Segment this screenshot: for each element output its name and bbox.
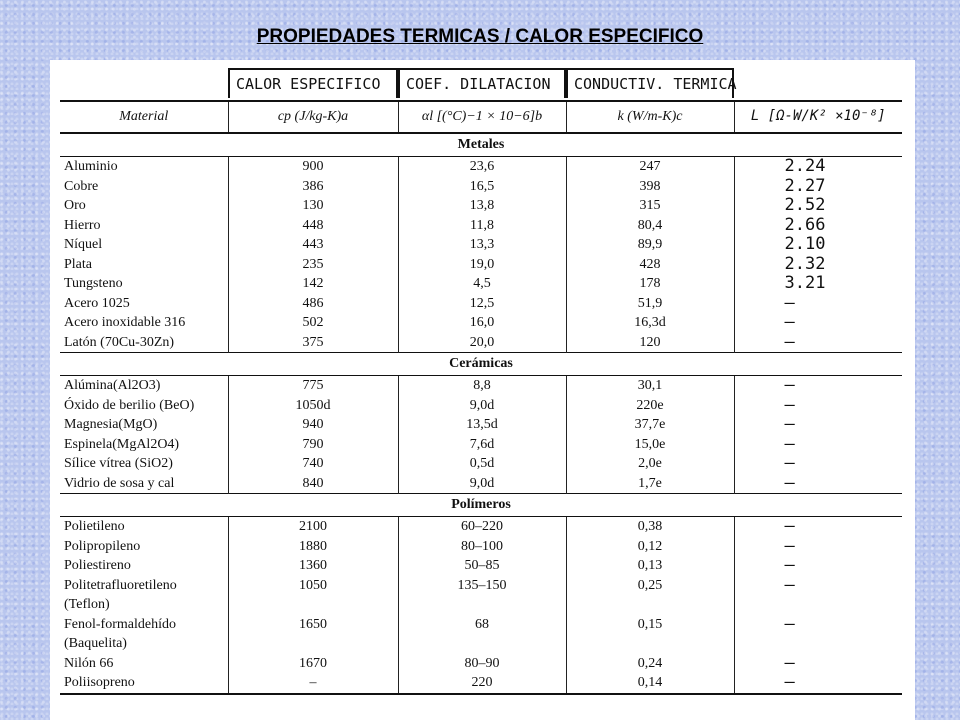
cell-material: Acero inoxidable 316	[64, 315, 186, 330]
cell-material: Níquel	[64, 237, 103, 252]
cell-lorenz: —	[734, 333, 902, 353]
cell-cp: 940	[228, 415, 398, 435]
table-row	[60, 435, 902, 455]
cell-lorenz: 2.27	[734, 177, 902, 197]
cell-alpha: 80–100	[398, 537, 566, 557]
table-row	[60, 255, 902, 275]
cell-alpha: 13,5d	[398, 415, 566, 435]
cell-material: (Baquelita)	[64, 636, 127, 651]
handwritten-header-alpha: COEF. DILATACION	[398, 68, 566, 98]
cell-lorenz: —	[734, 454, 902, 474]
cell-lorenz: —	[734, 654, 902, 674]
col-header-alpha: αl [(°C)−1 × 10−6]b	[398, 101, 566, 133]
cell-k: 398	[566, 177, 734, 197]
cell-material: Polipropileno	[64, 538, 141, 554]
cell-material: Nilón 66	[64, 655, 114, 671]
cell-cp: 1650	[228, 615, 398, 635]
table-row	[60, 634, 902, 654]
cell-cp: 790	[228, 435, 398, 455]
cell-material: Plata	[64, 256, 92, 272]
section-title: Metales	[60, 133, 902, 157]
cell-cp: 502	[228, 313, 398, 333]
cell-material: Cobre	[64, 178, 99, 194]
cell-k: 15,0e	[566, 435, 734, 455]
cell-k: 220e	[566, 396, 734, 416]
cell-lorenz: 2.24	[734, 157, 902, 177]
table-row	[60, 274, 902, 294]
cell-cp: 443	[228, 235, 398, 255]
table-row	[60, 313, 902, 333]
cell-cp: 840	[228, 474, 398, 494]
col-header-lorenz: L [Ω-W/K² ×10⁻⁸]	[734, 101, 902, 133]
handwritten-header-k: CONDUCTIV. TERMICA	[566, 68, 734, 98]
cell-cp: –	[228, 673, 398, 694]
cell-alpha: 12,5	[398, 294, 566, 314]
cell-material: Óxido de berilio (BeO)	[64, 397, 195, 413]
cell-lorenz	[734, 634, 902, 654]
cell-k: 247	[566, 157, 734, 177]
table-row	[60, 576, 902, 596]
cell-alpha: 16,0	[398, 313, 566, 333]
cell-lorenz: —	[734, 615, 902, 635]
cell-lorenz: —	[734, 396, 902, 416]
cell-k: 0,13	[566, 556, 734, 576]
cell-alpha: 13,3	[398, 235, 566, 255]
cell-cp: 1050	[228, 576, 398, 596]
cell-k: 30,1	[566, 376, 734, 396]
cell-k	[566, 634, 734, 654]
table-row	[60, 517, 902, 537]
cell-k: 80,4	[566, 216, 734, 236]
cell-material: Politetrafluoretileno	[64, 577, 177, 593]
cell-k	[566, 595, 734, 615]
cell-alpha: 68	[398, 615, 566, 635]
table-row	[60, 294, 902, 314]
cell-cp: 900	[228, 157, 398, 177]
cell-alpha	[398, 595, 566, 615]
table-row	[60, 376, 902, 396]
cell-material: Acero 1025	[64, 295, 130, 311]
cell-cp: 740	[228, 454, 398, 474]
table-row	[60, 454, 902, 474]
cell-k: 428	[566, 255, 734, 275]
table-row	[60, 196, 902, 216]
cell-material: Sílice vítrea (SiO2)	[64, 456, 173, 471]
cell-lorenz: 3.21	[734, 274, 902, 294]
cell-material: Fenol-formaldehído	[64, 616, 176, 632]
cell-cp: 142	[228, 274, 398, 294]
cell-cp: 486	[228, 294, 398, 314]
cell-cp: 130	[228, 196, 398, 216]
cell-alpha: 7,6d	[398, 435, 566, 455]
slide-title: PROPIEDADES TERMICAS / CALOR ESPECIFICO	[256, 26, 704, 47]
cell-material: Vidrio de sosa y cal	[64, 475, 175, 491]
cell-alpha: 16,5	[398, 177, 566, 197]
cell-material: Hierro	[64, 217, 101, 233]
column-header-row	[60, 101, 902, 133]
cell-alpha: 0,5d	[398, 454, 566, 474]
cell-k: 0,24	[566, 654, 734, 674]
cell-material: Aluminio	[64, 159, 118, 174]
cell-k: 0,15	[566, 615, 734, 635]
cell-lorenz: —	[734, 556, 902, 576]
table-row	[60, 615, 902, 635]
section-title: Cerámicas	[60, 353, 902, 376]
cell-k: 0,25	[566, 576, 734, 596]
cell-k: 37,7e	[566, 415, 734, 435]
cell-lorenz: —	[734, 435, 902, 455]
section-header-row	[60, 353, 902, 376]
table-row	[60, 333, 902, 353]
cell-lorenz: —	[734, 415, 902, 435]
col-header-material: Material	[60, 101, 228, 133]
cell-lorenz	[734, 595, 902, 615]
section-title: Polímeros	[60, 494, 902, 517]
cell-material: (Teflon)	[64, 597, 110, 612]
table-row	[60, 673, 902, 694]
cell-alpha: 135–150	[398, 576, 566, 596]
cell-k: 16,3d	[566, 313, 734, 333]
cell-cp: 1360	[228, 556, 398, 576]
cell-lorenz: 2.10	[734, 235, 902, 255]
cell-alpha	[398, 634, 566, 654]
cell-material: Espinela(MgAl2O4)	[64, 436, 180, 452]
cell-material: Latón (70Cu-30Zn)	[64, 334, 175, 350]
cell-lorenz: —	[734, 673, 902, 694]
cell-lorenz: —	[734, 537, 902, 557]
cell-material: Alúmina(Al2O3)	[64, 378, 161, 393]
cell-cp: 1670	[228, 654, 398, 674]
cell-k: 178	[566, 274, 734, 294]
cell-material: Poliestireno	[64, 558, 131, 573]
handwritten-header-cp: CALOR ESPECIFICO	[228, 68, 398, 98]
cell-alpha: 8,8	[398, 376, 566, 396]
table-row	[60, 537, 902, 557]
cell-k: 0,38	[566, 517, 734, 537]
table-row	[60, 654, 902, 674]
cell-k: 2,0e	[566, 454, 734, 474]
cell-alpha: 23,6	[398, 157, 566, 177]
cell-alpha: 19,0	[398, 255, 566, 275]
cell-lorenz: —	[734, 517, 902, 537]
cell-cp: 1050d	[228, 396, 398, 416]
cell-cp: 1880	[228, 537, 398, 557]
cell-k: 0,12	[566, 537, 734, 557]
cell-alpha: 11,8	[398, 216, 566, 236]
cell-k: 315	[566, 196, 734, 216]
section-header-row	[60, 494, 902, 517]
cell-material: Poliisopreno	[60, 673, 228, 694]
cell-alpha: 60–220	[398, 517, 566, 537]
cell-lorenz: 2.32	[734, 255, 902, 275]
table-row	[60, 595, 902, 615]
section-header-row	[60, 133, 902, 157]
cell-material: Tungsteno	[64, 276, 123, 291]
table-row	[60, 177, 902, 197]
cell-material: Oro	[64, 198, 86, 213]
cell-cp: 375	[228, 333, 398, 353]
cell-k: 89,9	[566, 235, 734, 255]
cell-alpha: 13,8	[398, 196, 566, 216]
cell-cp	[228, 634, 398, 654]
cell-alpha: 80–90	[398, 654, 566, 674]
cell-lorenz: —	[734, 576, 902, 596]
cell-lorenz: —	[734, 376, 902, 396]
table-row	[60, 157, 902, 177]
cell-lorenz: —	[734, 474, 902, 494]
table-row	[60, 235, 902, 255]
cell-lorenz: 2.66	[734, 216, 902, 236]
cell-cp: 448	[228, 216, 398, 236]
table-row	[60, 415, 902, 435]
cell-cp: 2100	[228, 517, 398, 537]
cell-material: Polietileno	[64, 519, 125, 534]
table-row	[60, 474, 902, 494]
cell-cp: 235	[228, 255, 398, 275]
cell-cp: 775	[228, 376, 398, 396]
cell-k: 1,7e	[566, 474, 734, 494]
cell-alpha: 9,0d	[398, 474, 566, 494]
cell-cp	[228, 595, 398, 615]
cell-alpha: 4,5	[398, 274, 566, 294]
table-row	[60, 556, 902, 576]
cell-alpha: 9,0d	[398, 396, 566, 416]
cell-k: 51,9	[566, 294, 734, 314]
table-row	[60, 396, 902, 416]
properties-table	[60, 100, 902, 695]
cell-k: 0,14	[566, 673, 734, 694]
cell-lorenz: 2.52	[734, 196, 902, 216]
cell-alpha: 20,0	[398, 333, 566, 353]
col-header-cp: cp (J/kg-K)a	[228, 101, 398, 133]
cell-lorenz: —	[734, 294, 902, 314]
col-header-k: k (W/m-K)c	[566, 101, 734, 133]
cell-alpha: 220	[398, 673, 566, 694]
table-row	[60, 216, 902, 236]
cell-k: 120	[566, 333, 734, 353]
cell-cp: 386	[228, 177, 398, 197]
scanned-table-sheet	[50, 60, 915, 720]
cell-material: Magnesia(MgO)	[64, 417, 158, 432]
cell-alpha: 50–85	[398, 556, 566, 576]
cell-lorenz: —	[734, 313, 902, 333]
